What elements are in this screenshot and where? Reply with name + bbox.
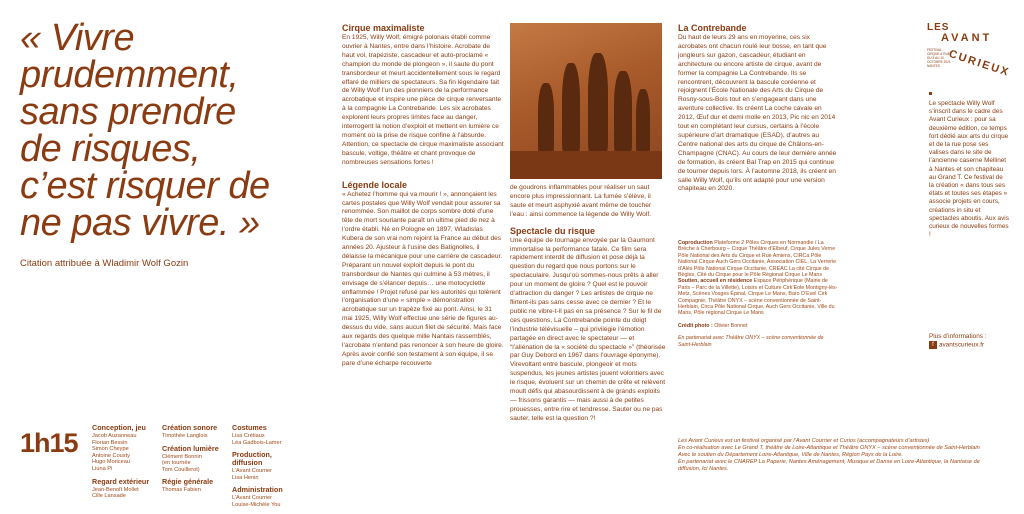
coproduction-label: Coproduction [678, 240, 713, 246]
credit-line: Timothée Langlois [162, 433, 208, 439]
facebook-link[interactable]: avantscurieux.fr [939, 341, 985, 349]
footer-line: En co-réalisation avec Le Grand T, théâtre de Loire-Atlantique et Théâtre ONYX – scène conventionnée de Saint-Herblain [678, 444, 980, 451]
support-label: Soutien, accueil en résidence [678, 278, 753, 285]
credit-line: Liuna Pi [92, 465, 113, 472]
section-heading: Légende locale [342, 179, 408, 190]
logo-line: LES [927, 22, 950, 33]
section-heading: Cirque maximaliste [342, 23, 425, 33]
more-info [929, 333, 1013, 350]
footer-credits [678, 438, 998, 473]
show-photo [510, 23, 662, 179]
article-column-1 [342, 23, 504, 369]
credit-group [232, 424, 304, 446]
section-heading: Spectacle du risque [510, 225, 596, 236]
credit-line: L’Avant Courrier [232, 468, 273, 475]
credit-line: L’Avant Courrier [232, 495, 273, 502]
credit-group [162, 478, 232, 494]
credit-line: Thomas Fabien [162, 487, 201, 494]
section-text: Du haut de leurs 29 ans en moyenne, ces six acrobates ont chacun roulé leur bosse, en tant que jongleurs sur gazon, cascadeur, étudiant en architecture ou encore artiste de cirque, avant de former la compagnie La Contrebande. Ils se rencontrent, découvrent la bascule coréenne et rejoignent l’École Nationale des Arts du Cirque de Rosny-sous-Bois tout en s’engageant dans une aventure collective. Ils créent La coche cavale en 2012, Œuf dur et demi molle en 2013, Pic nic en 2014 tout en complétant leur cursus, certains à l’école supérieure d’art dramatique (ESAD), d’autres au Centre national des arts du cirque de Châlons-en-Champagne (CNAC). Au cours de leur dernière année de formation, ils créent Bal Trap en 2015 qui continue de tourner depuis lors. À l’automne 2018, ils créent en salle Willy Wolf, qu’ils ont adapté pour une version chapiteau en 2020. [678, 34, 837, 193]
credit-line: Tom Couillerot) [162, 466, 200, 473]
festival-logo [925, 22, 1012, 82]
credit-title: Création lumière [162, 443, 219, 453]
credit-line: Florian Bessin [92, 439, 128, 446]
article-column-2 [510, 184, 666, 424]
support-text: Espace Périphérique (Mairie de Paris – Parc de la Villette), Loisirs et Culture Cirk’Eole Montigny-lès-Metz, Scènes Vosges Épinal, Cirque Le Mans, Baro D’Evel Cirk Compagnie, Théâtre ONYX – scène conventionnée de Saint-Herblain, Circa Pôle National Cirque, Auch Gers Occitanie, Ville du Mans, Pôle régional Cirque Le Mans [678, 278, 838, 317]
footer-line: Les Avant Curieux est un festival organisé par l’Avant Courrier et Curios (accompagnateurs d’artistes) [678, 438, 930, 444]
credit-title: Conception, jeu [92, 423, 146, 432]
photo-credit-text: Olivier Bonnet [714, 322, 748, 329]
credit-group [92, 424, 170, 473]
logo-small-text: FESTIVAL CIRQUE & RUE · DU 5 AU 10 OCTOBRE 2021 · NANTES [927, 48, 953, 68]
coproduction-text: Plateforme 2 Pôles Cirques en Normandie / La Brèche à Cherbourg – Cirque Théâtre d’Elbeuf, Cirque Jules Verne Pôle National des Arts du Cirque et Rue Amiens, CIRCa Pôle National Cirque Auch Gers Occitanie, Association CIEL, La Verrerie d’Alès Pôle National Cirque Occitanie, CREAC La cité Cirque de Bègles, Cité du Cirque pour le Pôle Régional Cirque Le Mans [678, 240, 837, 279]
credit-group [162, 424, 232, 440]
credit-title: Production, diffusion [232, 450, 272, 468]
credit-line: Jean-Benoît Mollet [92, 486, 139, 493]
credit-title: Regard extérieur [92, 476, 150, 486]
pull-quote: « Vivre prudemment, sans prendre de risques, c’est risquer de ne pas vivre. » [20, 17, 270, 244]
credit-line: Lisa Crétiaux [232, 433, 265, 439]
quote-attribution: Citation attribuée à Wladimir Wolf Gozin [20, 258, 189, 269]
credit-line: Louise-Michèle You [232, 501, 281, 508]
show-duration: 1h15 [20, 428, 78, 458]
logo-line: CURIEUX [947, 48, 1012, 80]
credit-line: Clément Bonnin [162, 453, 202, 460]
section-text: Une équipe de tournage envoyée par la Gaumont immortalise la performance fatale. Ce film sera rapidement interdit de diffusion et pose déjà la question du regard que nous portons sur le spectaculaire. Jusqu’où sommes-nous prêts à aller pour un moment de gloire ? Quel est le pouvoir d’attraction du danger ? Les artistes de cirque ne flirtent-ils pas sans cesse avec ce dernier ? Et le public ne vibre-t-il pas en sa présence ? Sur le fil de ces questions, La Contrebande pointe du doigt l’industrie télévisuelle – qui privilégie l’émotion partagée en direct avec le spectateur — et “l’aliénation de la « société du spectacle »” (théorisée par Guy Debord en 1967 dans l’ouvrage éponyme). Virevoltant entre bascule, plongeoir et mots suspendus, les jeunes artistes jouent volontiers avec le risque, évoluent sur un chemin de crête et relèvent moult défis qui abasourdissent à de grands exploits — frissons garantis — mais aussi à de petites prouesses, entre rire et tendresse. Sauter ou ne pas sauter, telle est la question ?! [510, 236, 666, 422]
section-text-continued: de goudrons inflammables pour réaliser un saut encore plus impressionnant. La fumée s’élève, il saute et meurt asphyxié avant même de toucher l’eau : ainsi commence la légende de Willy Wolf. [510, 184, 652, 218]
credits-column-3 [232, 424, 304, 514]
credit-title: Régie générale [162, 477, 214, 487]
photo-credit-label: Crédit photo : [678, 322, 713, 329]
credits-column-2 [162, 424, 232, 499]
credit-line: Antoine Cousty [92, 452, 130, 459]
credit-title: Administration [232, 485, 283, 495]
sidebar-text: Le spectacle Willy Wolf s’inscrit dans le cadre des Avant Curieux : pour sa deuxième édition, ce temps fort dédié aux arts du cirque et de la rue pose ses valises dans le site de l’ancienne caserne Mellinet à Nantes et son chapiteau au Grand T. Ce festival de la création « dans tous ses états et toutes ses étapes » associe projets en cours, créations in situ et spectacles aboutis. Aux avis curieux de nouvelles formes ! [929, 100, 1009, 239]
credit-group [232, 451, 304, 481]
credit-line: Cille Lansade [92, 493, 126, 500]
credit-line: Hugo Moriceau [92, 459, 130, 466]
credit-title: Création sonore [162, 423, 218, 432]
credit-group [92, 478, 170, 500]
credit-line: Léa Gadbois-Lamer [232, 439, 282, 446]
facebook-icon: f [929, 341, 937, 349]
logo-line: AVANT [941, 32, 993, 44]
credit-group [162, 445, 232, 474]
partner-text: En partenariat avec Théâtre ONYX – scène conventionnée de Saint-Herblain [678, 335, 824, 348]
credit-title: Costumes [232, 423, 267, 432]
sidebar-bullet [929, 92, 932, 95]
credit-line: Jacob Auzanneau [92, 433, 137, 439]
more-info-label: Plus d’informations : [929, 333, 987, 340]
credit-line: Simon Cheype [92, 446, 129, 453]
section-heading: La Contrebande [678, 23, 747, 33]
coproduction-block [678, 240, 838, 348]
footer-line: Avec le soutien du Département Loire-Atlantique, Ville de Nantes, Région Pays de la Loire. [678, 451, 903, 458]
article-column-3 [678, 23, 838, 194]
credits-column-1 [92, 424, 170, 505]
credit-line: Lisa Henin [232, 474, 259, 481]
section-text: En 1925, Willy Wolf, émigré polonais établi comme ouvrier à Nantes, entre dans l’histoire. Acrobate de haut vol, trapéziste, cascadeur et auto-proclamé « champion du monde de plongeon », il saute du pont transbordeur et meurt accidentellement sous le regard effaré de milliers de spectateurs. Sa fin légendaire fait de Willy Wolf l’un des pionniers de la performance acrobatique et inspire une pièce de cirque renversante à la compagnie La Contrebande. Les six acrobates explorent leurs propres limites face au danger, interrogent la notion d’exploit et mettent en lumière ce moment où la prise de risque confine à l’absurde. Attention, ce spectacle de cirque maximaliste associant bascule, voltige, théâtre et chant provoque de nombreuses sensations fortes ! [342, 34, 504, 166]
section-text: « Achetez l’homme qui va mourir ! », annonçaient les cartes postales que Willy Wolf vendait pour assurer sa renommée. Son maillot de corps sombre doté d’une tête de mort souriante paraît un ultime pied de nez à l’ordre établi. Né en Pologne en 1897, Wladislas Kubera de son vrai nom rejoint la France au début des années 20. Ajusteur à l’usine des Batignolles, il délaisse la mécanique pour une carrière de cascadeur. Préparant un nouvel exploit depuis le pont du transbordeur de Nantes qui culmine à 53 mètres, il envisage de s’élancer depuis… une motocyclette enflammée ! Projet refusé par les autorités qui tolèrent l’organisation d’une « simple » démonstration acrobatique sur un trapèze fixé au pont. Ainsi, le 31 mai 1925, Willy Wolf effectue une série de figures au-dessus du vide, sans aucun filet de sécurité. Mais face aux regards des quelque mille Nantais rassemblés, l’acrobate n’entend pas renoncer à son heure de gloire. Après avoir confié son testament à son équipe, il se pare d’une écharpe recouverte [342, 190, 504, 367]
footer-line: En partenariat avec le CNAREP La Paperie, Nantes Aménagement, Musique et Danse en Loire-Atlantique, la Nantaise de diffusion, Ici Nantes. [678, 458, 980, 472]
credit-line: (en tournée [162, 460, 191, 467]
credit-group [232, 486, 304, 508]
